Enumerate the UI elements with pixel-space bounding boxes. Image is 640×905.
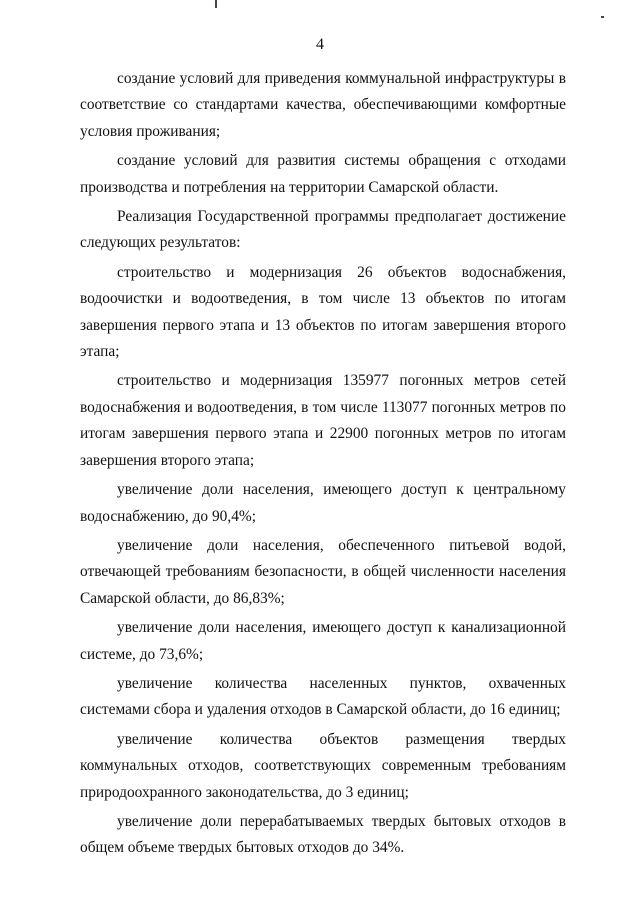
paragraph-sewage-access: увеличение доли населения, имеющего доступ к канализационной системе, до 73,6%; <box>80 619 566 663</box>
paragraph-water-facilities: строительство и модернизация 26 объектов водоснабжения, водоочистки и водоотведения, в том числе 13 объектов по итогам завершения первого этапа и 13 объектов по итогам завершения второго этапа; <box>80 263 566 361</box>
page-number: 4 <box>316 36 324 53</box>
paragraph-program-results-intro: Реализация Государственной программы предполагает достижение следующих результатов: <box>80 208 566 252</box>
paragraph-waste-recycling-share: увеличение доли перерабатываемых твердых бытовых отходов в общем объеме твердых бытовых отходов до 34%. <box>80 812 566 857</box>
paragraph-waste-system: создание условий для развития системы обращения с отходами производства и потребления на территории Самарской области. <box>80 152 566 196</box>
paragraph-safe-drinking-water: увеличение доли населения, обеспеченного питьевой водой, отвечающей требованиям безопасности, в общей численности населения Самарской области, до 86,83%; <box>80 536 566 607</box>
paragraph-water-networks: строительство и модернизация 135977 погонных метров сетей водоснабжения и водоотведения, в том числе 113077 погонных метров по итогам завершения первого этапа и 22900 погонных метров по итогам завершения второго этапа; <box>80 372 566 469</box>
paragraph-waste-collection-settlements: увеличение количества населенных пунктов, охваченных системами сбора и удаления отходов в Самарской области, до 16 единиц; <box>80 674 566 719</box>
paragraph-waste-disposal-facilities: увеличение количества объектов размещения твердых коммунальных отходов, соответствующих современным требованиям природоохранного законодательства, до 3 единиц; <box>80 730 566 801</box>
scan-artifact-top <box>215 0 217 8</box>
scan-artifact-right <box>601 16 604 18</box>
paragraph-utility-infrastructure: создание условий для приведения коммунальной инфраструктуры в соответствие со стандартами качества, обеспечивающими комфортные условия проживания; <box>80 70 566 140</box>
document-body <box>80 66 566 865</box>
paragraph-central-water-access: увеличение доли населения, имеющего доступ к центральному водоснабжению, до 90,4%; <box>80 481 566 525</box>
